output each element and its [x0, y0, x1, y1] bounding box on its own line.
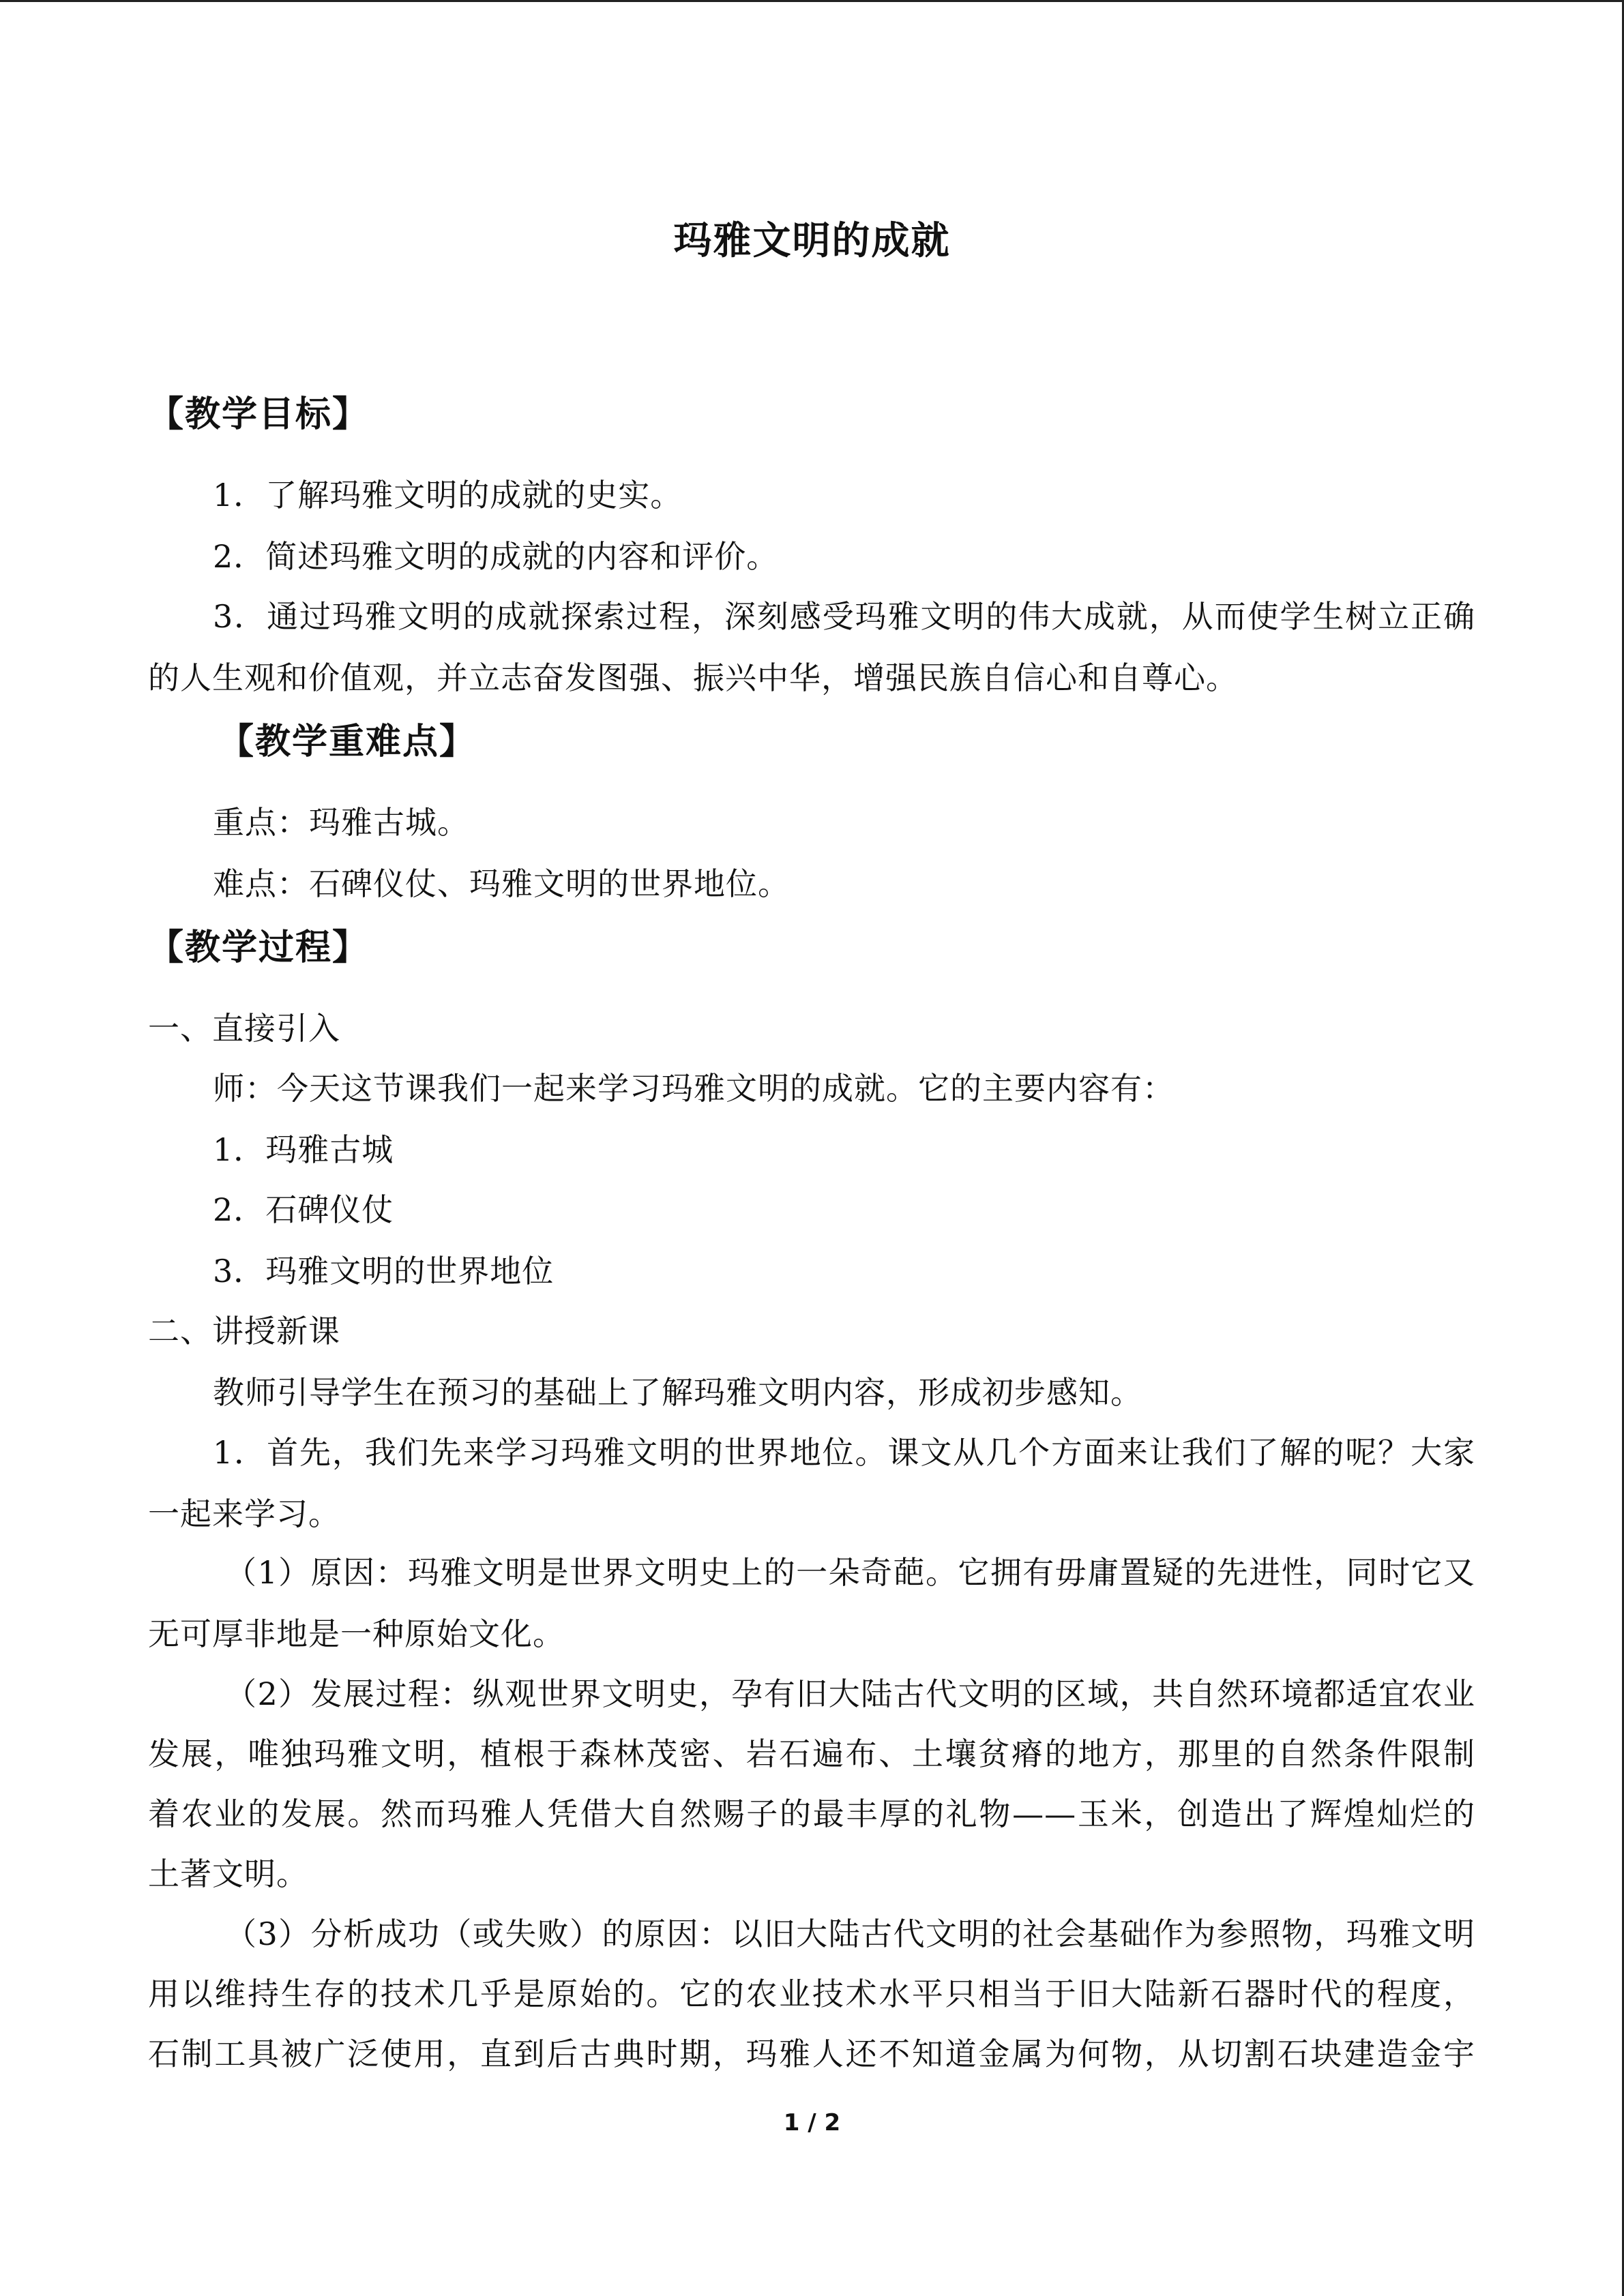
content-item-2: 2．石碑仪仗 — [213, 1191, 394, 1228]
difficult-point: 难点：石碑仪仗、玛雅文明的世界地位。 — [213, 865, 790, 902]
paragraph-1-line-1: 1．首先，我们先来学习玛雅文明的世界地位。课文从几个方面来让我们了解的呢？大家 — [213, 1434, 1475, 1471]
objective-3-line-1: 3．通过玛雅文明的成就探索过程，深刻感受玛雅文明的伟大成就，从而使学生树立正确 — [213, 598, 1475, 635]
paragraph-3-line-2: 发展，唯独玛雅文明，植根于森林茂密、岩石遍布、土壤贫瘠的地方，那里的自然条件限制 — [148, 1735, 1475, 1772]
objective-2: 2．简述玛雅文明的成就的内容和评价。 — [213, 538, 779, 575]
objective-3-line-2: 的人生观和价值观，并立志奋发图强、振兴中华，增强民族自信心和自尊心。 — [148, 659, 1238, 696]
paragraph-4-line-1: （3）分析成功（或失败）的原因：以旧大陆古代文明的社会基础作为参照物，玛雅文明 — [225, 1915, 1475, 1952]
objectives-heading: 【教学目标】 — [148, 393, 370, 435]
paragraph-3-line-1: （2）发展过程：纵观世界文明史，孕有旧大陆古代文明的区域，共自然环境都适宜农业 — [225, 1675, 1475, 1712]
keypoints-heading: 【教学重难点】 — [218, 721, 477, 762]
guide-paragraph: 教师引导学生在预习的基础上了解玛雅文明内容，形成初步感知。 — [213, 1374, 1142, 1411]
step-1-heading: 一、直接引入 — [148, 1010, 340, 1047]
paragraph-2-line-2: 无可厚非地是一种原始文化。 — [148, 1615, 565, 1652]
objective-1: 1．了解玛雅文明的成就的史实。 — [213, 477, 683, 513]
page-number: 1 / 2 — [783, 2109, 841, 2136]
page-title: 玛雅文明的成就 — [673, 218, 951, 263]
paragraph-4-line-2: 用以维持生存的技术几乎是原始的。它的农业技术水平只相当于旧大陆新石器时代的程度， — [148, 1976, 1475, 2012]
key-point: 重点：玛雅古城。 — [213, 804, 469, 841]
teacher-intro: 师：今天这节课我们一起来学习玛雅文明的成就。它的主要内容有： — [213, 1070, 1175, 1107]
paragraph-3-line-4: 土著文明。 — [148, 1855, 308, 1892]
paragraph-4-line-3: 石制工具被广泛使用，直到后古典时期，玛雅人还不知道金属为何物，从切割石块建造金宇 — [148, 2036, 1475, 2072]
content-item-3: 3．玛雅文明的世界地位 — [213, 1253, 555, 1289]
step-2-heading: 二、讲授新课 — [148, 1313, 340, 1350]
process-heading: 【教学过程】 — [148, 927, 370, 968]
content-item-1: 1．玛雅古城 — [213, 1131, 394, 1168]
paragraph-3-line-3: 着农业的发展。然而玛雅人凭借大自然赐子的最丰厚的礼物——玉米，创造出了辉煌灿烂的 — [148, 1795, 1475, 1832]
paragraph-1-line-2: 一起来学习。 — [148, 1495, 340, 1532]
paragraph-2-line-1: （1）原因：玛雅文明是世界文明史上的一朵奇葩。它拥有毋庸置疑的先进性，同时它又 — [225, 1554, 1475, 1591]
